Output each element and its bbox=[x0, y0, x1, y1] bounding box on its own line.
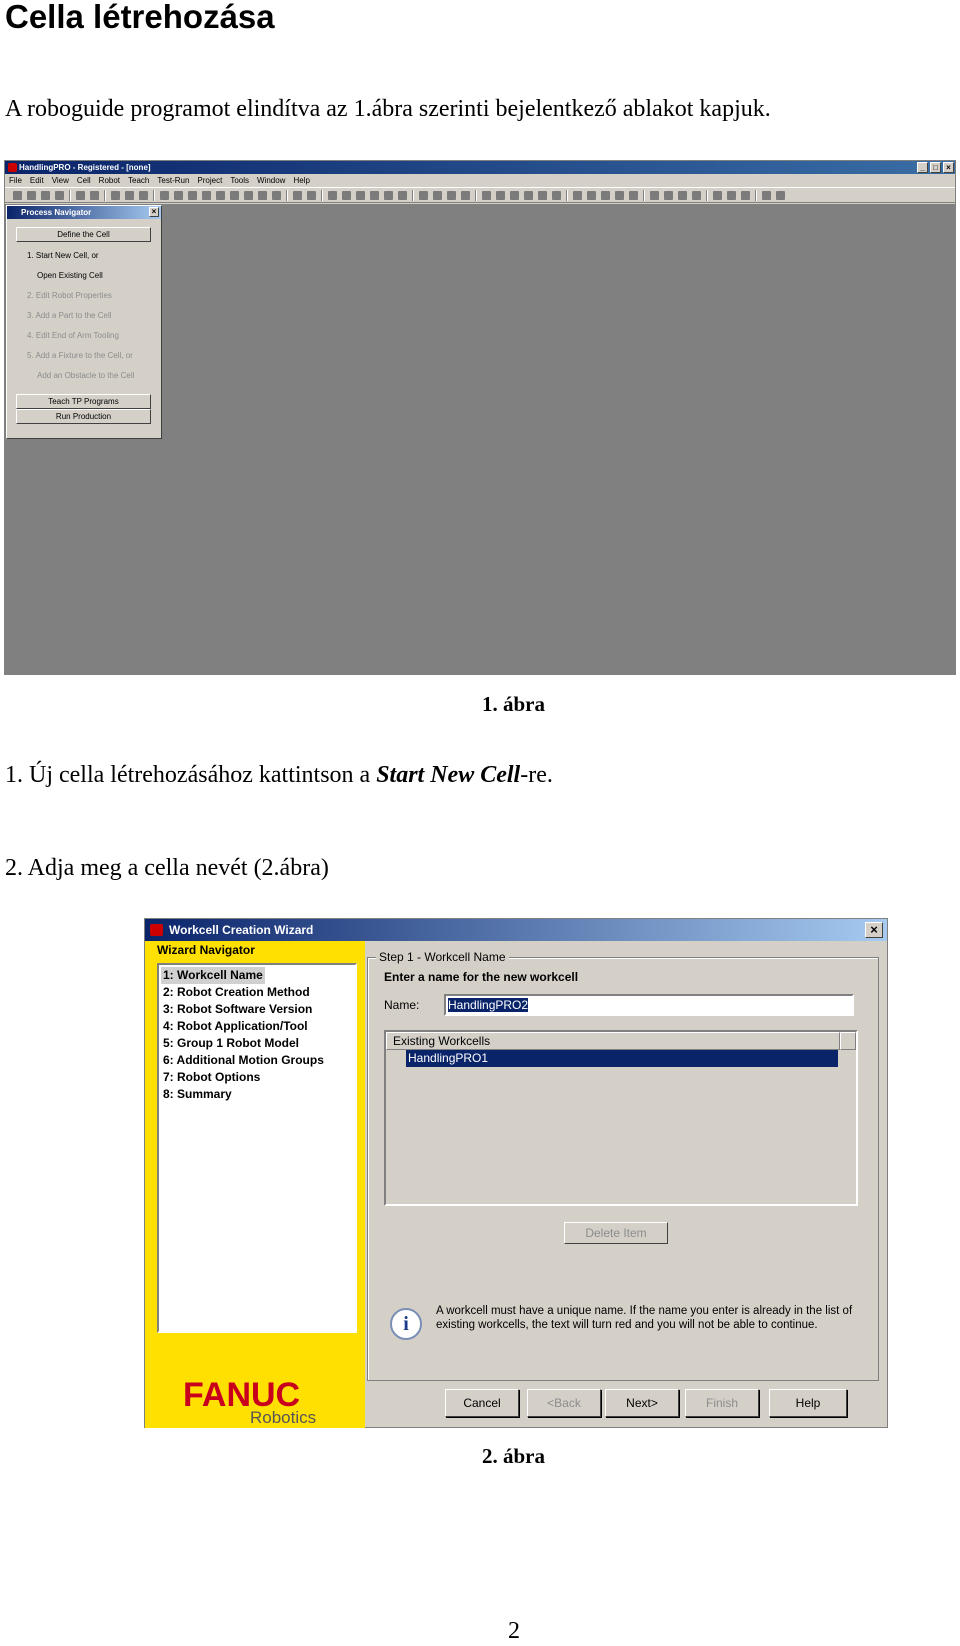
cancel-button[interactable]: Cancel bbox=[445, 1389, 519, 1417]
toolbar-tool-icon[interactable] bbox=[573, 191, 582, 200]
page-number: 2 bbox=[508, 1618, 520, 1644]
name-label: Name: bbox=[384, 998, 420, 1012]
toolbar-tool-icon[interactable] bbox=[776, 191, 785, 200]
toolbar-tool-icon[interactable] bbox=[293, 191, 302, 200]
toolbar-tool-icon[interactable] bbox=[496, 191, 505, 200]
toolbar-separator bbox=[643, 190, 645, 201]
wizard-steps-list bbox=[157, 963, 357, 1333]
edit-robot-properties-item[interactable]: 2. Edit Robot Properties bbox=[27, 291, 112, 300]
toolbar-tool-icon[interactable] bbox=[615, 191, 624, 200]
toolbar-tool-icon[interactable] bbox=[55, 191, 64, 200]
toolbar-tool-icon[interactable] bbox=[258, 191, 267, 200]
menu-tools[interactable]: Tools bbox=[230, 176, 249, 185]
toolbar-tool-icon[interactable] bbox=[202, 191, 211, 200]
existing-workcells-header[interactable]: Existing Workcells bbox=[386, 1032, 840, 1050]
toolbar-tool-icon[interactable] bbox=[433, 191, 442, 200]
workcell-name-input[interactable]: HandlingPRO2 bbox=[444, 994, 854, 1016]
toolbar-tool-icon[interactable] bbox=[629, 191, 638, 200]
toolbar-separator bbox=[566, 190, 568, 201]
toolbar-separator bbox=[412, 190, 414, 201]
page-heading: Cella létrehozása bbox=[5, 0, 275, 35]
toolbar-tool-icon[interactable] bbox=[524, 191, 533, 200]
fanuc-logo: FANUC bbox=[183, 1376, 301, 1414]
toolbar-tool-icon[interactable] bbox=[664, 191, 673, 200]
toolbar-tool-icon[interactable] bbox=[272, 191, 281, 200]
wizard-step-application-tool[interactable]: 4: Robot Application/Tool bbox=[163, 1019, 308, 1033]
toolbar-tool-icon[interactable] bbox=[216, 191, 225, 200]
handlingpro-title: HandlingPRO - Registered - [none] bbox=[19, 163, 151, 172]
toolbar bbox=[5, 187, 955, 203]
toolbar-tool-icon[interactable] bbox=[307, 191, 316, 200]
toolbar-tool-icon[interactable] bbox=[328, 191, 337, 200]
menu-cell[interactable]: Cell bbox=[76, 176, 91, 185]
teach-tp-programs-button[interactable]: Teach TP Programs bbox=[16, 394, 151, 409]
toolbar-tool-icon[interactable] bbox=[41, 191, 50, 200]
toolbar-tool-icon[interactable] bbox=[538, 191, 547, 200]
next-button[interactable]: Next> bbox=[605, 1389, 679, 1417]
menu-help[interactable]: Help bbox=[293, 176, 310, 185]
process-navigator-title: Process Navigator × bbox=[7, 206, 161, 219]
toolbar-tool-icon[interactable] bbox=[139, 191, 148, 200]
toolbar-tool-icon[interactable] bbox=[762, 191, 771, 200]
wizard-step-workcell-name[interactable]: 1: Workcell Name bbox=[163, 968, 263, 982]
close-icon[interactable]: × bbox=[865, 922, 883, 938]
help-button[interactable]: Help bbox=[769, 1389, 847, 1417]
toolbar-tool-icon[interactable] bbox=[244, 191, 253, 200]
toolbar-tool-icon[interactable] bbox=[713, 191, 722, 200]
delete-item-button[interactable]: Delete Item bbox=[564, 1222, 668, 1244]
menu-test-run[interactable]: Test-Run bbox=[157, 176, 190, 185]
maximize-icon[interactable]: □ bbox=[930, 162, 941, 173]
toolbar-tool-icon[interactable] bbox=[447, 191, 456, 200]
toolbar-separator bbox=[104, 190, 106, 201]
add-fixture-item[interactable]: 5. Add a Fixture to the Cell, or bbox=[27, 351, 133, 360]
back-button[interactable]: <Back bbox=[527, 1389, 601, 1417]
start-new-cell-item[interactable]: 1. Start New Cell, or bbox=[27, 251, 99, 260]
handlingpro-titlebar bbox=[5, 161, 955, 174]
wizard-title: Workcell Creation Wizard bbox=[169, 923, 314, 937]
toolbar-tool-icon[interactable] bbox=[419, 191, 428, 200]
toolbar-tool-icon[interactable] bbox=[230, 191, 239, 200]
toolbar-tool-icon[interactable] bbox=[356, 191, 365, 200]
intro-paragraph: A roboguide programot elindítva az 1.ábra szerinti bejelentkező ablakot kapjuk. bbox=[5, 96, 771, 122]
toolbar-tool-icon[interactable] bbox=[601, 191, 610, 200]
toolbar-separator bbox=[69, 190, 71, 201]
toolbar-tool-icon[interactable] bbox=[510, 191, 519, 200]
menu-file[interactable]: File bbox=[9, 176, 22, 185]
wizard-titlebar bbox=[145, 919, 887, 941]
toolbar-tool-icon[interactable] bbox=[188, 191, 197, 200]
run-production-button[interactable]: Run Production bbox=[16, 409, 151, 424]
figure-1-caption: 1. ábra bbox=[482, 692, 545, 716]
menu-teach[interactable]: Teach bbox=[128, 176, 150, 185]
enter-name-prompt: Enter a name for the new workcell bbox=[384, 970, 579, 984]
toolbar-tool-icon[interactable] bbox=[90, 191, 99, 200]
step-2-instruction: 2. Adja meg a cella nevét (2.ábra) bbox=[5, 855, 329, 881]
figure-2-caption: 2. ábra bbox=[482, 1444, 545, 1468]
define-cell-button[interactable]: Define the Cell bbox=[16, 227, 151, 242]
close-icon[interactable]: × bbox=[943, 162, 954, 173]
info-icon: i bbox=[390, 1308, 422, 1340]
list-item[interactable]: HandlingPRO1 bbox=[406, 1050, 838, 1067]
toolbar-tool-icon[interactable] bbox=[13, 191, 22, 200]
wizard-step-software-version[interactable]: 3: Robot Software Version bbox=[163, 1002, 313, 1016]
toolbar-separator bbox=[706, 190, 708, 201]
workcell-wizard-screenshot bbox=[144, 918, 888, 1428]
add-part-item[interactable]: 3. Add a Part to the Cell bbox=[27, 311, 112, 320]
app-icon bbox=[150, 924, 163, 936]
add-obstacle-item[interactable]: Add an Obstacle to the Cell bbox=[37, 371, 135, 380]
wizard-step-robot-creation[interactable]: 2: Robot Creation Method bbox=[163, 985, 310, 999]
toolbar-separator bbox=[153, 190, 155, 201]
wizard-step-summary[interactable]: 8: Summary bbox=[163, 1087, 232, 1101]
toolbar-tool-icon[interactable] bbox=[587, 191, 596, 200]
toolbar-tool-icon[interactable] bbox=[461, 191, 470, 200]
step-legend: Step 1 - Workcell Name bbox=[376, 950, 509, 964]
toolbar-separator bbox=[475, 190, 477, 201]
menu-project[interactable]: Project bbox=[197, 176, 223, 185]
open-existing-cell-item[interactable]: Open Existing Cell bbox=[37, 271, 103, 280]
toolbar-separator bbox=[755, 190, 757, 201]
toolbar-separator bbox=[321, 190, 323, 201]
wizard-step-robot-options[interactable]: 7: Robot Options bbox=[163, 1070, 261, 1084]
info-message: A workcell must have a unique name. If the name you enter is already in the list of existing workcells, the text will turn red and you will not be able to continue. bbox=[436, 1305, 853, 1331]
window-buttons bbox=[916, 161, 955, 174]
toolbar-tool-icon[interactable] bbox=[482, 191, 491, 200]
toolbar-tool-icon[interactable] bbox=[692, 191, 701, 200]
toolbar-tool-icon[interactable] bbox=[342, 191, 351, 200]
toolbar-tool-icon[interactable] bbox=[398, 191, 407, 200]
start-new-cell-emphasis: Start New Cell bbox=[376, 762, 521, 788]
toolbar-tool-icon[interactable] bbox=[174, 191, 183, 200]
close-icon[interactable]: × bbox=[149, 207, 159, 217]
toolbar-tool-icon[interactable] bbox=[160, 191, 169, 200]
edit-eoat-item[interactable]: 4. Edit End of Arm Tooling bbox=[27, 331, 119, 340]
toolbar-tool-icon[interactable] bbox=[650, 191, 659, 200]
toolbar-tool-icon[interactable] bbox=[552, 191, 561, 200]
toolbar-tool-icon[interactable] bbox=[384, 191, 393, 200]
robotics-logo-text: Robotics bbox=[250, 1408, 317, 1427]
wizard-step-robot-model[interactable]: 5: Group 1 Robot Model bbox=[163, 1036, 299, 1050]
menu-window[interactable]: Window bbox=[257, 176, 286, 185]
menubar bbox=[5, 174, 955, 187]
toolbar-tool-icon[interactable] bbox=[678, 191, 687, 200]
wizard-navigator-title: Wizard Navigator bbox=[157, 943, 255, 957]
menu-view[interactable]: View bbox=[51, 176, 69, 185]
wizard-navigator-panel bbox=[145, 941, 365, 1428]
minimize-icon[interactable]: _ bbox=[917, 162, 928, 173]
app-icon bbox=[8, 163, 17, 172]
toolbar-tool-icon[interactable] bbox=[27, 191, 36, 200]
process-navigator-panel bbox=[6, 205, 162, 439]
toolbar-tool-icon[interactable] bbox=[111, 191, 120, 200]
toolbar-tool-icon[interactable] bbox=[741, 191, 750, 200]
toolbar-tool-icon[interactable] bbox=[370, 191, 379, 200]
menu-robot[interactable]: Robot bbox=[98, 176, 121, 185]
handlingpro-window-screenshot bbox=[4, 160, 956, 675]
step-1-instruction: 1. Új cella létrehozásához kattintson a Start New Cell-re. bbox=[5, 762, 553, 788]
finish-button[interactable]: Finish bbox=[685, 1389, 759, 1417]
menu-edit[interactable]: Edit bbox=[29, 176, 44, 185]
toolbar-tool-icon[interactable] bbox=[727, 191, 736, 200]
wizard-step-motion-groups[interactable]: 6: Additional Motion Groups bbox=[163, 1053, 324, 1067]
toolbar-tool-icon[interactable] bbox=[125, 191, 134, 200]
list-header-filler bbox=[840, 1032, 856, 1050]
toolbar-tool-icon[interactable] bbox=[76, 191, 85, 200]
step-1-group bbox=[367, 950, 879, 1381]
toolbar-separator bbox=[286, 190, 288, 201]
existing-workcells-list[interactable] bbox=[384, 1030, 858, 1206]
